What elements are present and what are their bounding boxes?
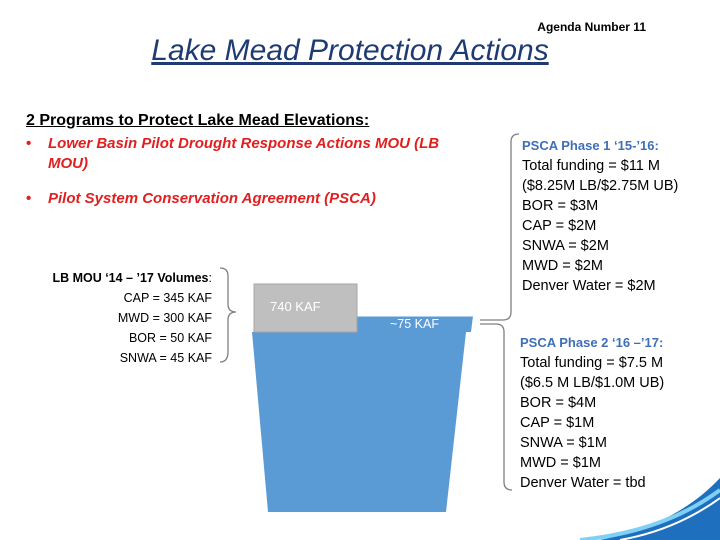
psca-phase1-heading: PSCA Phase 1 ‘15-’16 (522, 138, 655, 153)
lb-mou-bracket (220, 268, 236, 362)
psca-phase2-line: Total funding = $7.5 M (520, 355, 664, 371)
lb-mou-heading: LB MOU ‘14 – ’17 Volumes (52, 271, 209, 285)
lb-mou-volume-label: 740 KAF (270, 299, 321, 314)
psca-phase2-line: SNWA = $1M (520, 435, 607, 451)
psca-phase1-line: CAP = $2M (522, 218, 597, 234)
psca-volume-label: ~75 KAF (390, 317, 439, 331)
bullet-icon: • (26, 135, 32, 152)
psca-phase1-line: ($8.25M LB/$2.75M UB) (522, 178, 679, 194)
psca-phase1-line: SNWA = $2M (522, 238, 609, 254)
lb-mou-mwd: MWD = 300 KAF (117, 311, 212, 325)
psca-phase2-heading-suffix: : (659, 335, 664, 350)
program-lb-mou: Lower Basin Pilot Drought Response Actions MOU (LB MOU) (48, 135, 440, 172)
lake-body (252, 332, 466, 512)
psca-phase2-line: MWD = $1M (520, 455, 601, 471)
psca-phase1-line: Denver Water = $2M (522, 278, 656, 294)
psca-phase1-line: MWD = $2M (522, 258, 603, 274)
psca-phase1-line: Total funding = $11 M (522, 158, 660, 174)
psca-phase1-bracket (480, 134, 519, 320)
psca-phase2-bracket (480, 324, 512, 490)
program-psca: Pilot System Conservation Agreement (PSCA) (48, 190, 376, 207)
lb-mou-snwa: SNWA = 45 KAF (119, 351, 212, 365)
programs-heading: 2 Programs to Protect Lake Mead Elevations: (26, 112, 370, 129)
psca-phase2-line: CAP = $1M (520, 415, 595, 431)
psca-phase2 (520, 333, 664, 493)
lb-mou-bor: BOR = 50 KAF (128, 331, 212, 345)
lb-mou-heading-suffix: : (208, 271, 212, 285)
agenda-number: Agenda Number 11 (537, 20, 646, 34)
bullet-icon: • (26, 190, 32, 207)
psca-phase1-line: BOR = $3M (522, 198, 599, 214)
psca-phase2-heading: PSCA Phase 2 ‘16 –’17 (520, 335, 659, 350)
psca-phase1 (522, 136, 678, 296)
psca-phase2-line: Denver Water = tbd (520, 475, 646, 491)
lb-mou-cap: CAP = 345 KAF (123, 291, 212, 305)
psca-phase2-line: BOR = $4M (520, 395, 597, 411)
page-title: Lake Mead Protection Actions (151, 34, 549, 67)
psca-phase2-line: ($6.5 M LB/$1.0M UB) (520, 375, 665, 391)
psca-phase1-heading-suffix: : (654, 138, 659, 153)
corner-swoosh-decoration (580, 470, 720, 540)
